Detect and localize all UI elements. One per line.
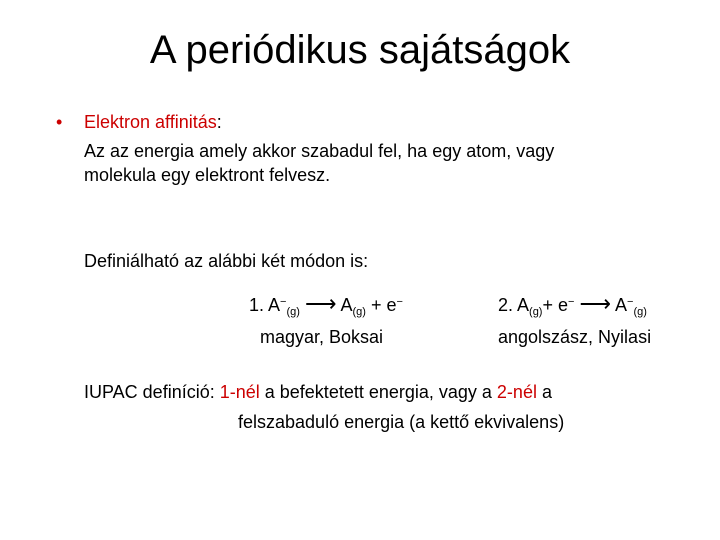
affinity-heading [84,110,222,134]
eq2-product: A [615,295,628,315]
definable-text: Definiálható az alábbi két módon is: [84,251,369,271]
slide-title: A periódikus sajátságok [149,28,571,72]
eq2-anion-charge: − [627,296,634,308]
eq2-electron-charge: − [568,296,575,308]
definition-line-1: Az az energia amely akkor szabadul fel, ha egy atom, vagy [84,141,555,161]
equation-1 [249,290,403,324]
eq1-arrow: ⟶ [304,291,337,316]
eq1-state-reactant: (g) [286,306,300,318]
eq1-electron: + e [365,295,397,315]
affinity-label: Elektron affinitás [84,112,217,132]
iupac-ref-1: 1-nél [219,382,260,402]
iupac-definition-line-2: felszabaduló energia (a kettő ekvivalens) [238,412,565,432]
eq2-state-product: (g) [633,306,647,318]
equation-1-attribution: magyar, Boksai [260,327,384,347]
eq1-state-product: (g) [352,306,366,318]
affinity-colon: : [216,112,222,132]
eq1-electron-charge: − [396,296,403,308]
equation-2-attribution: angolszász, Nyilasi [498,327,652,347]
iupac-mid: a befektetett energia, vagy a [259,382,497,402]
eq1-anion-charge: − [280,296,287,308]
iupac-definition-line-1 [84,380,552,404]
iupac-prefix: IUPAC definíció: [84,382,220,402]
iupac-end: a [536,382,552,402]
eq2-arrow: ⟶ [579,291,612,316]
eq1-product: A [340,295,353,315]
definition-line-2: molekula egy elektront felvesz. [84,165,331,185]
eq1-prefix: 1. A [249,295,281,315]
eq2-state-reactant: (g) [529,306,543,318]
eq2-electron: + e [542,295,569,315]
iupac-ref-2: 2-nél [496,382,537,402]
eq2-prefix: 2. A [498,295,530,315]
bullet-marker: • [56,112,63,132]
equation-2 [498,290,647,324]
